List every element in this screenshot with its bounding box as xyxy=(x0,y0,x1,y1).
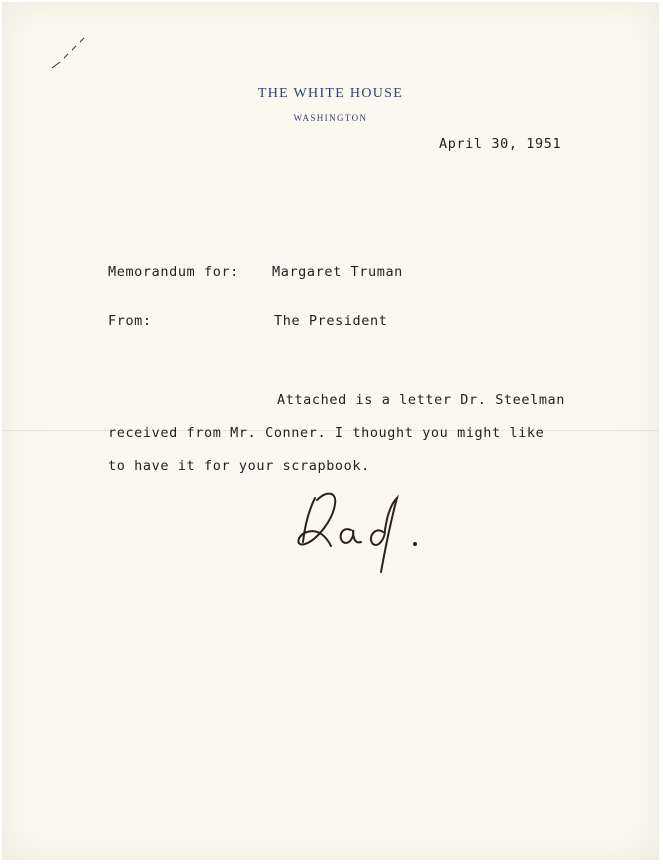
letter-page xyxy=(2,2,659,860)
memo-to-value: Margaret Truman xyxy=(272,264,403,280)
letterhead-title: THE WHITE HOUSE xyxy=(257,86,404,101)
handwritten-signature xyxy=(287,480,437,580)
body-line-3: to have it for your scrapbook. xyxy=(108,458,370,474)
memo-from-value: The President xyxy=(274,313,388,329)
body-line-2: received from Mr. Conner. I thought you might like xyxy=(108,425,545,441)
memo-to-label: Memorandum for: xyxy=(108,264,239,280)
body-line-1: Attached is a letter Dr. Steelman xyxy=(277,392,566,408)
ink-speck-mark xyxy=(50,32,90,72)
memo-from-label: From: xyxy=(108,313,152,329)
letter-date: April 30, 1951 xyxy=(439,136,562,152)
letterhead-subtitle: WASHINGTON xyxy=(293,113,368,123)
